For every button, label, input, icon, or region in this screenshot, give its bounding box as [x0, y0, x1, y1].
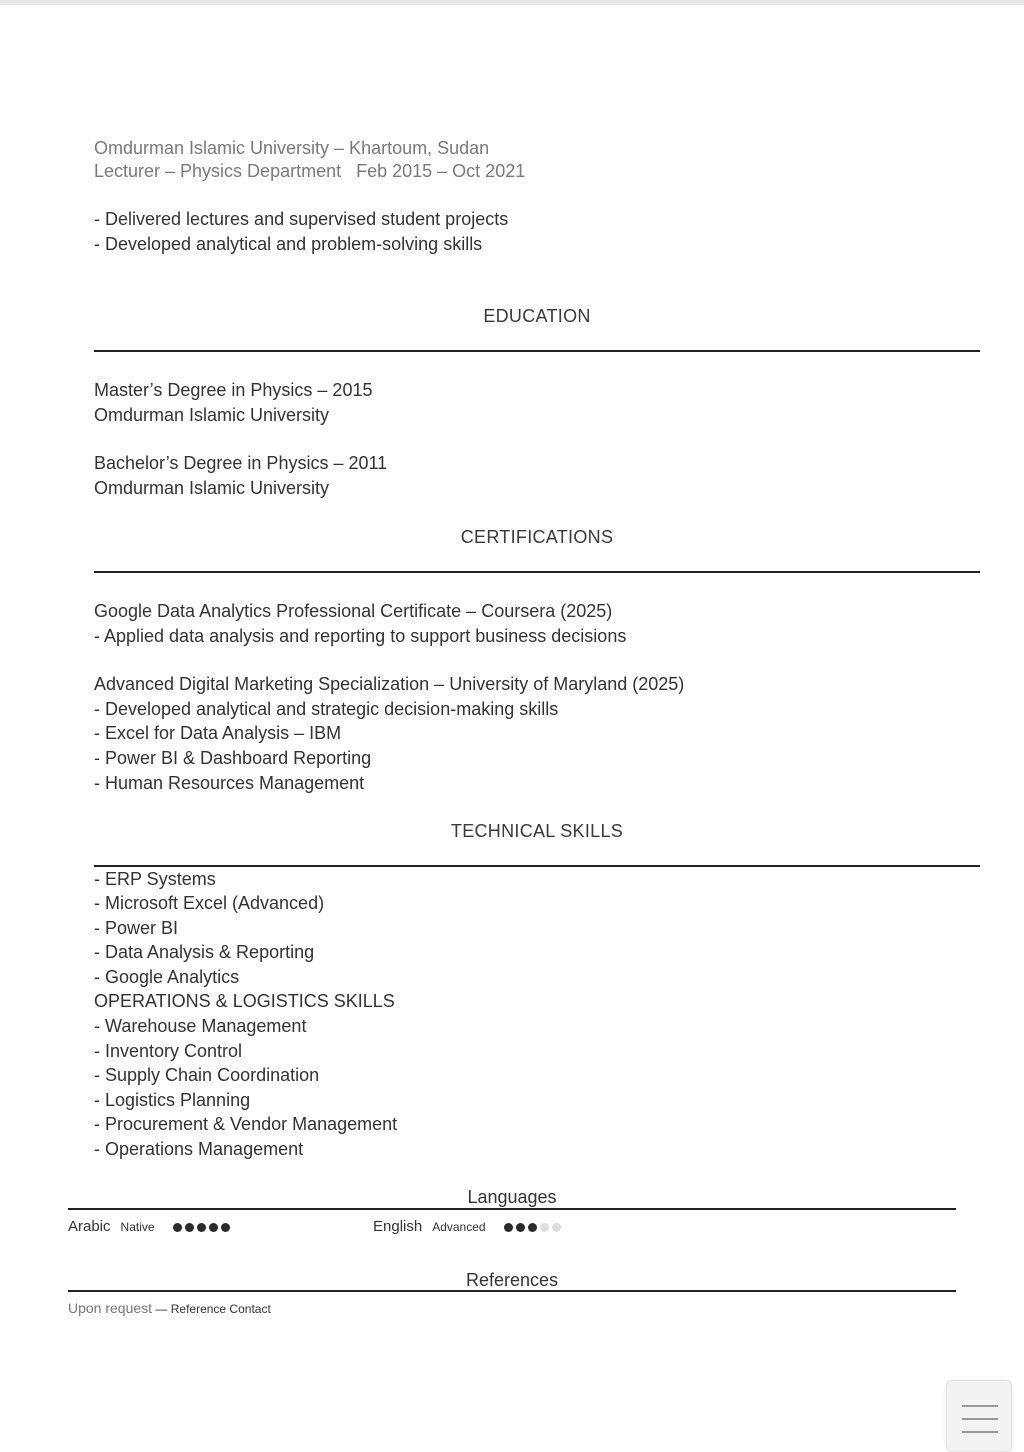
menu-button[interactable] [946, 1380, 1012, 1452]
education-heading: EDUCATION [483, 306, 591, 326]
skill-line: - Power BI [94, 918, 179, 938]
school: Omdurman Islamic University [94, 405, 330, 425]
skill-line: - Supply Chain Coordination [94, 1065, 320, 1085]
certification-line: - Applied data analysis and reporting to support business decisions [94, 626, 627, 646]
language-arabic [68, 1217, 230, 1237]
skill-line: - Inventory Control [94, 1041, 243, 1061]
skill-line: - Warehouse Management [94, 1016, 307, 1036]
experience-org: Omdurman Islamic University – Khartoum, Sudan [94, 138, 490, 158]
certification-line: Advanced Digital Marketing Specialization – University of Maryland (2025) [94, 674, 685, 694]
rating-dot-filled [516, 1223, 525, 1232]
operations-heading: OPERATIONS & LOGISTICS SKILLS [94, 991, 395, 1011]
experience-role: Lecturer – Physics Department Feb 2015 – Oct 2021 [94, 161, 526, 181]
rating-dot-filled [209, 1223, 218, 1232]
rating-dot-filled [173, 1223, 182, 1232]
divider [94, 350, 980, 352]
degree: Bachelor’s Degree in Physics – 2011 [94, 453, 388, 473]
rating-dot-filled [528, 1223, 537, 1232]
language-name: Arabic [68, 1218, 111, 1235]
rating-dot-filled [504, 1223, 513, 1232]
rating-dot-empty [540, 1223, 549, 1232]
language-level: Advanced [432, 1220, 486, 1234]
divider [68, 1208, 956, 1210]
rating-dot-filled [185, 1223, 194, 1232]
degree: Master’s Degree in Physics – 2015 [94, 380, 373, 400]
certifications-heading: CERTIFICATIONS [460, 527, 614, 547]
skill-line: - Operations Management [94, 1139, 304, 1159]
divider [94, 571, 980, 573]
reference-contact: Reference Contact [170, 1302, 271, 1316]
rating-dot-empty [552, 1223, 561, 1232]
certification-line: - Excel for Data Analysis – IBM [94, 723, 342, 743]
skill-line: - Procurement & Vendor Management [94, 1114, 398, 1134]
rating-dot-filled [221, 1223, 230, 1232]
language-rating [173, 1223, 230, 1232]
school: Omdurman Islamic University [94, 478, 330, 498]
language-name: English [373, 1218, 423, 1235]
skill-line: - Data Analysis & Reporting [94, 942, 315, 962]
certification-line: - Power BI & Dashboard Reporting [94, 748, 372, 768]
language-rating [504, 1223, 561, 1232]
divider [94, 865, 980, 867]
references-availability: Upon request [68, 1300, 153, 1316]
skill-line: - Logistics Planning [94, 1090, 251, 1110]
top-bar [0, 0, 1024, 12]
references-text [68, 1300, 271, 1316]
language-level: Native [120, 1220, 155, 1234]
certification-line: - Human Resources Management [94, 773, 365, 793]
experience-bullet: - Delivered lectures and supervised student projects [94, 209, 509, 229]
divider [68, 1290, 956, 1292]
rating-dot-filled [197, 1223, 206, 1232]
experience-bullet: - Developed analytical and problem-solving skills [94, 234, 483, 254]
skill-line: - Microsoft Excel (Advanced) [94, 893, 325, 913]
language-english [373, 1217, 561, 1237]
skill-line: - ERP Systems [94, 869, 216, 889]
technical-heading: TECHNICAL SKILLS [450, 821, 624, 841]
certification-line: Google Data Analytics Professional Certificate – Coursera (2025) [94, 601, 613, 621]
certification-line: - Developed analytical and strategic decision-making skills [94, 699, 559, 719]
skill-line: - Google Analytics [94, 967, 240, 987]
separator: — [152, 1302, 171, 1316]
languages-heading: Languages [467, 1187, 557, 1207]
references-heading: References [465, 1270, 559, 1290]
